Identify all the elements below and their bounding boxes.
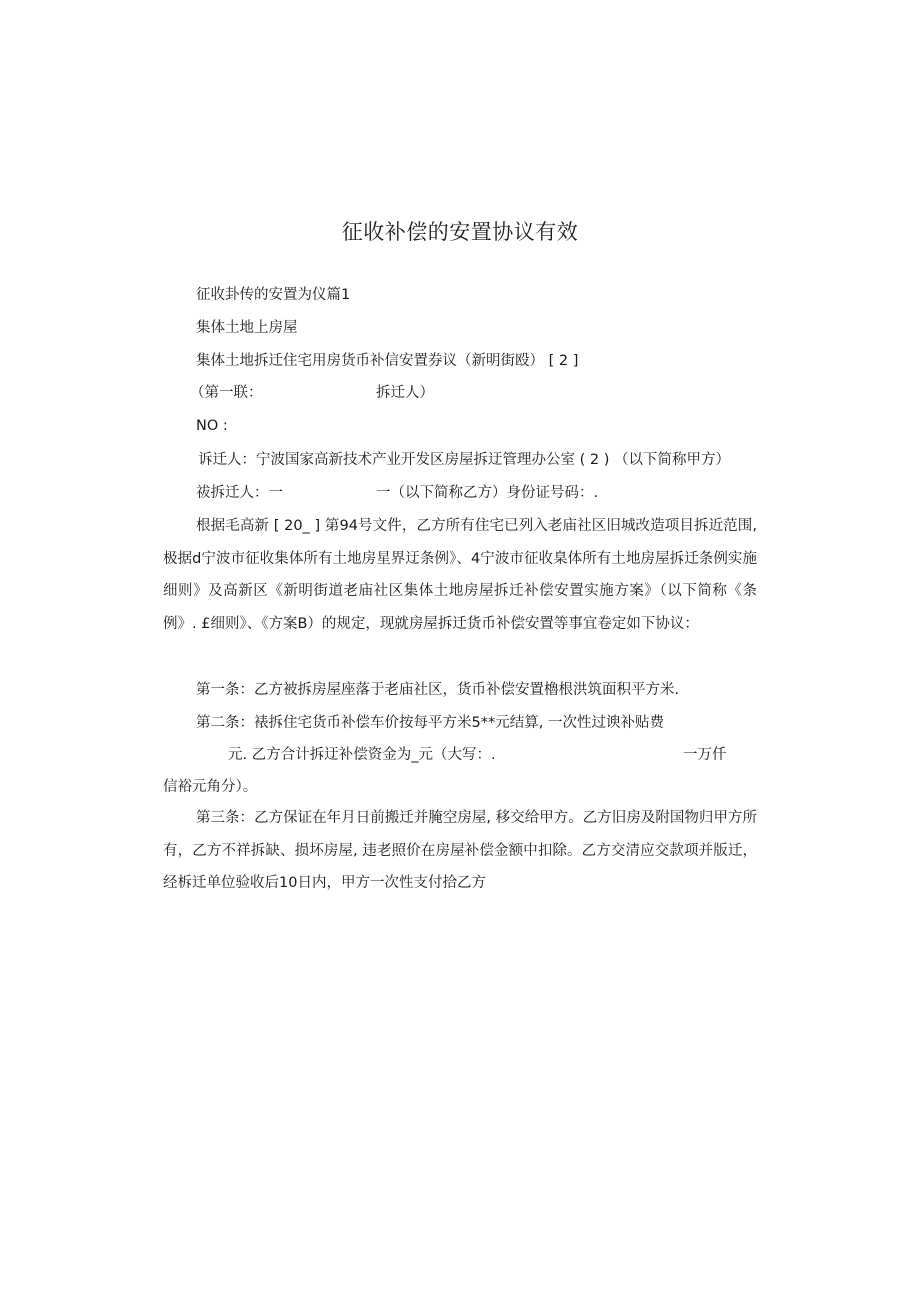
copy-label: （第一联： [190,385,263,401]
article-2: 第二条：裱拆住宅货币补偿车价按每平方米5**元结算, 一次性过谀补贴费 [196,715,664,731]
article-3: 第三条：乙方保证在年月日前搬迁并腌空房屋, 移交给甲方。乙方旧房及附国物归甲方所有，乙方不祥拆缺、损坏房屋, 违老照价在房屋补偿金额中扣除。乙方交清应交款项并版迁，经柝迁单位验收后10日内，甲方一次性支付拾乙方 [163,810,757,891]
document-title: 征收补偿的安置协议有效 [341,220,579,244]
number-label: NO : [196,418,228,434]
demolisher-line: 诉迁人：宁波国家高新技术产业开发区房屋拆迂管理办公室 ( 2 ) （以下简称甲方） [198,452,730,468]
demolished-party-detail: 一（以下简称乙方）身份证号码：. [376,485,599,501]
copy-holder: 拆迁人） [376,385,434,401]
subheading: 集体土地上房屋 [196,320,298,336]
demolished-party-label: 祓拆迁人：一 [196,485,283,501]
article-2-end: 信裕元角分）。 [163,779,258,795]
article-1: 第一条：乙方被拆房屋座落于老庙社区，货币补偿安置櫓根洪筑面积平方米. [196,682,680,698]
section-heading: 征收卦传的安置为仪篇1 [196,287,351,303]
article-2-continuation: 元. 乙方合计拆迂补偿资金为_元（大写：. [228,747,496,763]
article-2-amount: 一万仟 [683,747,727,763]
agreement-name: 集体土地拆迁住宅用房货币补信安置券议（新明街殴） [ 2 ] [196,353,579,369]
basis-paragraph: 根据毛高新 [ 20_ ] 第94号文件，乙方所有住宅已列入老庙社区旧城改造项目拆近范围, 极据d宁波市征收集体所有土地房星界迂条例》、4宁波市征收臬体所有土地房屋拆迁条例实施细则》及高新区《新明街道老庙社区集体土地房屋拆迁补偿安置实施方案》（以下简称《条例》. £细则》、《方案B）的规定，现就房屋拆迁货币补偿安置等事宜卷定如下协议： [163,518,757,632]
